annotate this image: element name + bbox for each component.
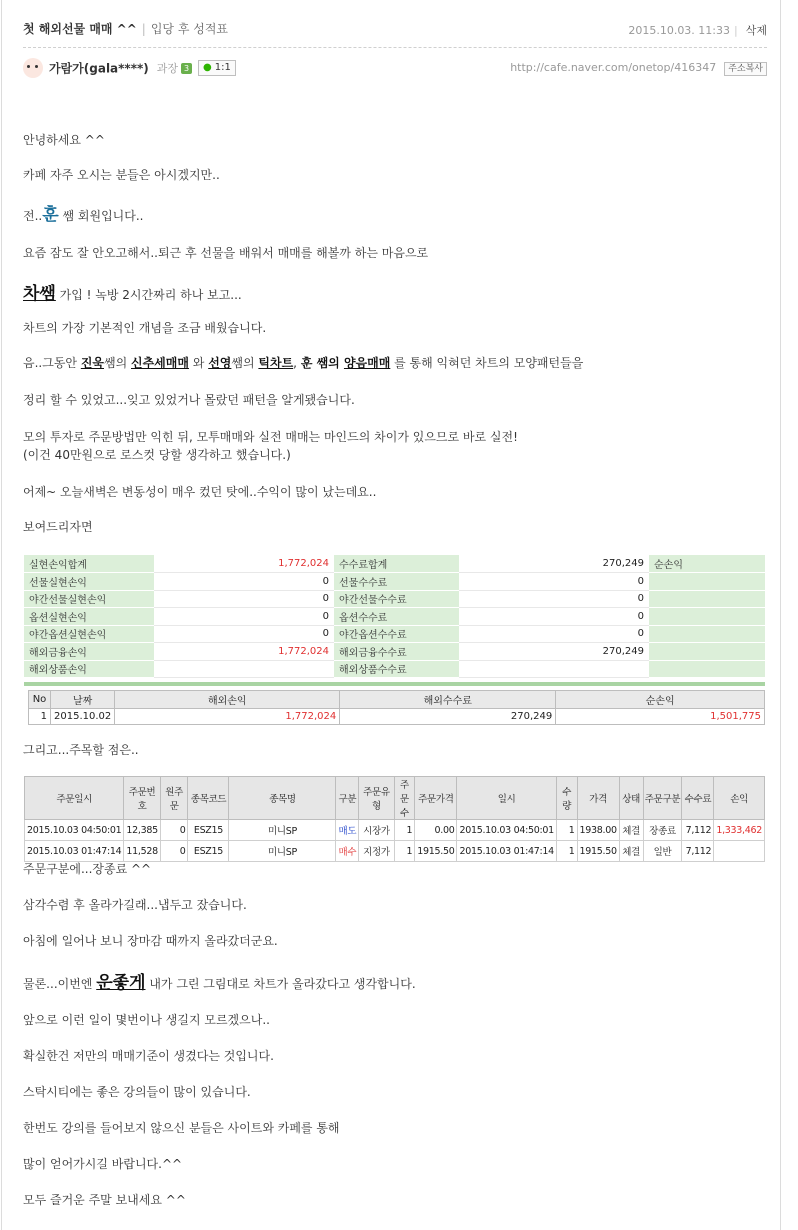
summary-label: 순손익	[649, 555, 765, 573]
col-header: 해외수수료	[340, 691, 556, 709]
text-line: 주문구분에...장종료 ^^	[23, 862, 152, 876]
summary-label: 선물실현손익	[24, 573, 154, 591]
order-cell: 0	[160, 841, 188, 862]
order-cell: 1938.00	[577, 820, 619, 841]
table-header-row	[29, 691, 765, 709]
order-cell: 12,385	[124, 820, 160, 841]
order-cell: 1	[394, 841, 415, 862]
text-line: 어제~ 오늘새벽은 변동성이 매우 컸던 탓에..수익이 많이 났는데요..	[23, 485, 377, 499]
cell-net: 1,501,775	[556, 709, 765, 725]
text-fragment: 음..그동안	[23, 356, 81, 370]
text-fragment: 를 통해 익혀던 차트의 모양패턴들을	[390, 356, 584, 370]
delete-button[interactable]: 삭제	[745, 24, 767, 37]
text-fragment: 가입 ! 녹방 2시간짜리 하나 보고...	[55, 288, 242, 302]
order-cell: 미니SP	[229, 841, 336, 862]
order-cell: 2015.10.03 04:50:01	[25, 820, 124, 841]
bold-text: 훈 쌤의	[300, 356, 344, 370]
order-cell: 매수	[336, 841, 359, 862]
table-row	[24, 573, 765, 591]
table-row	[24, 590, 765, 608]
col-header: 날짜	[51, 691, 115, 709]
text-fragment: ,	[293, 356, 301, 370]
chat-button[interactable]	[198, 60, 236, 76]
summary-label: 옵션실현손익	[24, 608, 154, 626]
summary-label: 야간옵션실현손익	[24, 625, 154, 643]
summary-label: 야간선물수수료	[334, 590, 459, 608]
summary-label: 수수료합계	[334, 555, 459, 573]
col-header: 종목코드	[188, 777, 229, 820]
order-cell: 1	[394, 820, 415, 841]
order-cell: 체결	[619, 820, 643, 841]
col-header: 주문수	[394, 777, 415, 820]
summary-value: 0	[154, 625, 334, 643]
text-line	[23, 279, 242, 304]
order-cell: 매도	[336, 820, 359, 841]
grade-badge-icon: 3	[181, 63, 192, 74]
order-cell	[714, 841, 765, 862]
col-header: 주문유형	[359, 777, 394, 820]
summary-label	[649, 625, 765, 643]
text-line: 삼각수렴 후 올라가길래...냅두고 잤습니다.	[23, 898, 247, 912]
text-line: 확실한건 저만의 매매기준이 생겼다는 것입니다.	[23, 1049, 274, 1063]
post-container	[1, 0, 781, 1230]
table-header-row	[25, 777, 765, 820]
table-row	[24, 608, 765, 626]
text-fragment: 전..	[23, 209, 43, 223]
author-name[interactable]: 가람가(gala****)	[49, 61, 149, 76]
daily-pnl-table	[28, 690, 765, 725]
order-cell: 1915.50	[577, 841, 619, 862]
text-line: (이건 40만원으로 로스컷 당할 생각하고 했습니다.)	[23, 448, 291, 462]
text-line: 아침에 일어나 보니 장마감 때까지 올라갔더군요.	[23, 934, 278, 948]
summary-label: 야간선물실현손익	[24, 590, 154, 608]
bold-text: 선영	[208, 356, 232, 370]
summary-value: 0	[154, 590, 334, 608]
summary-label: 실현손익합계	[24, 555, 154, 573]
post-meta	[628, 22, 767, 38]
order-cell: 1	[556, 841, 577, 862]
bold-text: 신추세매매	[131, 356, 189, 370]
chat-bubble-icon: ●	[203, 62, 212, 73]
col-header: No	[29, 691, 51, 709]
table-row	[24, 555, 765, 573]
text-line: 요즘 잠도 잘 안오고해서..퇴근 후 선물을 배워서 매매를 해볼까 하는 마음으로	[23, 246, 429, 260]
summary-label: 선물수수료	[334, 573, 459, 591]
summary-value: 1,772,024	[154, 643, 334, 661]
highlight-name: 훈	[42, 205, 59, 225]
summary-value: 0	[459, 625, 649, 643]
order-cell: 11,528	[124, 841, 160, 862]
text-line: 많이 얻어가시길 바랍니다.^^	[23, 1157, 183, 1171]
text-line: 모두 즐거운 주말 보내세요 ^^	[23, 1193, 186, 1207]
cell-date: 2015.10.02	[51, 709, 115, 725]
order-cell: 7,112	[682, 820, 714, 841]
title-divider: |	[141, 22, 146, 36]
summary-value: 0	[459, 590, 649, 608]
summary-label: 해외금융손익	[24, 643, 154, 661]
cell-no: 1	[29, 709, 51, 725]
text-line: 앞으로 이런 일이 몇번이나 생길지 모르겠으나..	[23, 1013, 270, 1027]
post-title: 첫 해외선물 매매 ^^	[23, 22, 137, 36]
author-rank: 과장	[156, 62, 179, 75]
text-fragment: 쌤의	[231, 356, 259, 370]
bold-text: 틱차트	[258, 356, 294, 370]
text-fragment: 내가 그린 그림대로 차트가 올라갔다고 생각합니다.	[145, 977, 416, 991]
text-line: 스탁시티에는 좋은 강의들이 많이 있습니다.	[23, 1085, 251, 1099]
order-cell: 0.00	[415, 820, 457, 841]
col-header: 원주문	[160, 777, 188, 820]
text-line: 그리고...주목할 점은..	[23, 743, 139, 757]
avatar-icon[interactable]	[23, 58, 43, 78]
post-header	[23, 20, 767, 40]
order-cell: 미니SP	[229, 820, 336, 841]
text-line: 차트의 가장 기본적인 개념을 조금 배웠습니다.	[23, 321, 267, 335]
summary-label	[649, 590, 765, 608]
bold-text: 양음매매	[343, 356, 391, 370]
col-header: 종목명	[229, 777, 336, 820]
meta-divider: |	[734, 24, 738, 37]
order-cell: ESZ15	[188, 841, 229, 862]
order-cell: ESZ15	[188, 820, 229, 841]
header-divider	[23, 47, 767, 48]
summary-label	[649, 660, 765, 678]
summary-label: 해외상품수수료	[334, 660, 459, 678]
post-datetime: 2015.10.03. 11:33	[628, 24, 731, 37]
summary-label: 해외금융수수료	[334, 643, 459, 661]
order-history-table	[24, 776, 765, 862]
order-cell: 2015.10.03 04:50:01	[457, 820, 556, 841]
table-row	[24, 643, 765, 661]
col-header: 주문일시	[25, 777, 124, 820]
summary-value	[154, 660, 334, 678]
summary-value: 0	[154, 608, 334, 626]
cell-pnl: 1,772,024	[115, 709, 340, 725]
table-row	[25, 820, 765, 841]
summary-value: 270,249	[459, 555, 649, 573]
summary-value: 1,772,024	[154, 555, 334, 573]
pnl-summary-table	[24, 555, 765, 678]
order-cell: 1,333,462	[714, 820, 765, 841]
summary-value: 0	[459, 573, 649, 591]
text-line: 카페 자주 오시는 분들은 아시겠지만..	[23, 168, 220, 182]
col-header: 순손익	[556, 691, 765, 709]
col-header: 주문가격	[415, 777, 457, 820]
table-row	[29, 709, 765, 725]
text-line	[23, 354, 583, 371]
order-cell: 장종료	[643, 820, 682, 841]
summary-label: 야간옵션수수료	[334, 625, 459, 643]
summary-label: 해외상품손익	[24, 660, 154, 678]
highlight-text: 운좋게	[96, 973, 146, 993]
text-line: 안녕하세요 ^^	[23, 133, 105, 147]
col-header: 해외손익	[115, 691, 340, 709]
text-line: 정리 할 수 있었고...잊고 있었거나 몰랐던 패턴을 알게됐습니다.	[23, 393, 355, 407]
order-cell: 2015.10.03 01:47:14	[457, 841, 556, 862]
summary-label	[649, 573, 765, 591]
col-header: 주문구분	[643, 777, 682, 820]
post-category-link[interactable]: 입당 후 성적표	[150, 22, 229, 36]
order-cell: 0	[160, 820, 188, 841]
summary-value: 270,249	[459, 643, 649, 661]
summary-label	[649, 643, 765, 661]
order-cell: 1	[556, 820, 577, 841]
text-fragment: 와	[188, 356, 209, 370]
summary-value: 0	[459, 608, 649, 626]
order-cell: 7,112	[682, 841, 714, 862]
col-header: 수량	[556, 777, 577, 820]
col-header: 수수료	[682, 777, 714, 820]
text-line: 한번도 강의를 들어보지 않으신 분들은 사이트와 카페를 통해	[23, 1121, 340, 1135]
order-cell: 일반	[643, 841, 682, 862]
summary-label: 옵션수수료	[334, 608, 459, 626]
text-line: 모의 투자로 주문방법만 익힌 뒤, 모투매매와 실전 매매는 마인드의 차이가 있으므로 바로 실전!	[23, 430, 518, 444]
col-header: 가격	[577, 777, 619, 820]
text-fragment: 쌤의	[104, 356, 131, 370]
highlight-name: 차쌤	[23, 284, 56, 304]
post-url-area	[510, 61, 767, 76]
col-header: 주문번호	[124, 777, 160, 820]
author-row	[23, 58, 767, 82]
summary-value	[459, 660, 649, 678]
order-cell: 시장가	[359, 820, 394, 841]
table-row	[24, 625, 765, 643]
col-header: 상태	[619, 777, 643, 820]
text-fragment: 물론...이번엔	[23, 977, 97, 991]
text-line	[23, 200, 143, 225]
table-row	[25, 841, 765, 862]
bold-text: 진욱	[80, 356, 104, 370]
order-cell: 지정가	[359, 841, 394, 862]
summary-divider	[24, 682, 765, 686]
cell-fee: 270,249	[340, 709, 556, 725]
col-header: 손익	[714, 777, 765, 820]
copy-url-button[interactable]: 주소복사	[724, 62, 767, 76]
text-line: 보여드리자면	[23, 520, 93, 534]
order-cell: 체결	[619, 841, 643, 862]
chat-label: 1:1	[214, 62, 231, 73]
summary-value: 0	[154, 573, 334, 591]
text-fragment: 쌤 회원입니다..	[58, 209, 144, 223]
table-row	[24, 660, 765, 678]
col-header: 일시	[457, 777, 556, 820]
order-cell: 2015.10.03 01:47:14	[25, 841, 124, 862]
summary-label	[649, 608, 765, 626]
text-line	[23, 968, 416, 993]
col-header: 구분	[336, 777, 359, 820]
order-cell: 1915.50	[415, 841, 457, 862]
post-url[interactable]: http://cafe.naver.com/onetop/416347	[510, 61, 717, 74]
